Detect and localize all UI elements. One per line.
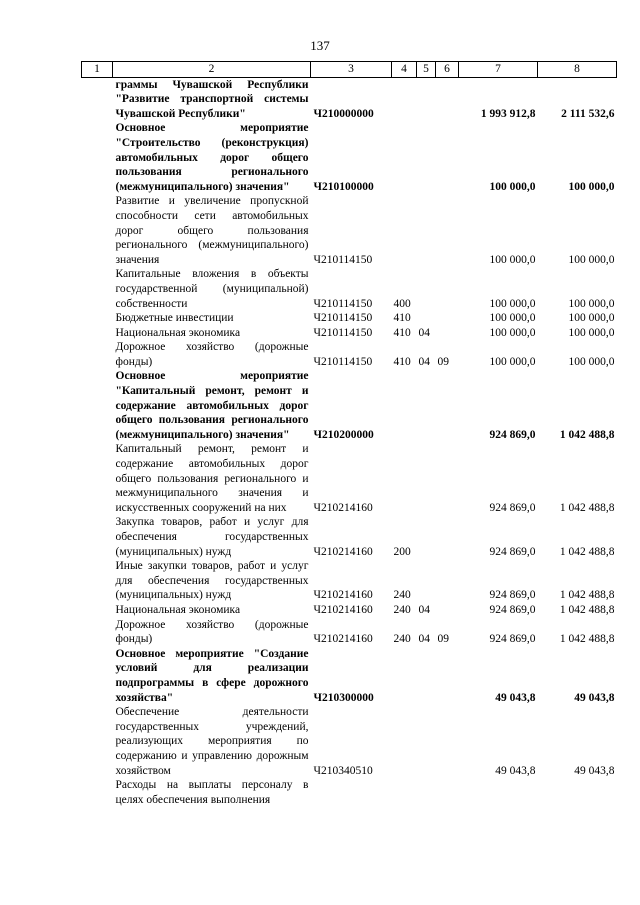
row-name: Основное мероприятие "Строительство (реконструкция) автомобильных дорог общего пользования регионального (межмуниципального) значения" xyxy=(115,122,309,193)
row-subsection xyxy=(436,778,459,807)
row-subsection xyxy=(436,77,459,121)
row-target-code: Ч210114150 xyxy=(313,297,373,310)
table-row xyxy=(82,77,617,121)
row-amount-col7: 100 000,0 xyxy=(489,180,536,193)
row-section xyxy=(417,515,436,559)
row-amount-col7: 924 869,0 xyxy=(489,633,536,646)
row-amount-col7: 49 043,8 xyxy=(495,691,536,704)
row-name: Национальная экономика xyxy=(115,326,241,339)
row-name: Закупка товаров, работ и услуг для обеспечения государственных (муниципальных) нужд xyxy=(115,516,309,558)
row-section xyxy=(417,77,436,121)
row-expense-type xyxy=(392,77,417,121)
row-name: Развитие и увеличение пропускной способности сети автомобильных дорог общего пользования регионального (межмуниципального) значения xyxy=(115,195,309,266)
row-name: граммы Чувашской Республики "Развитие транспортной системы Чувашской Республики" xyxy=(115,78,309,120)
table-row xyxy=(82,559,617,603)
row-target-code: Ч210300000 xyxy=(313,691,374,704)
row-amount-col8: 100 000,0 xyxy=(568,297,615,310)
row-expense-type: 240 xyxy=(393,589,411,602)
row-target-code: Ч210114150 xyxy=(313,326,373,339)
row-expense-type: 410 xyxy=(393,312,411,325)
row-expense-type xyxy=(392,778,417,807)
row-empty-cell xyxy=(82,559,113,603)
row-empty-cell xyxy=(82,267,113,311)
table-row xyxy=(82,618,617,647)
row-name: Капитальный ремонт, ремонт и содержание автомобильных дорог общего пользования регионального и межмуниципального значения и искусственных сооружений на них xyxy=(115,443,309,514)
table-row xyxy=(82,311,617,326)
header-col-6: 6 xyxy=(436,62,459,78)
row-name: Основное мероприятие "Создание условий для реализации подпрограммы в сфере дорожного хозяйства" xyxy=(115,647,309,704)
row-expense-type xyxy=(392,442,417,515)
header-col-8: 8 xyxy=(538,62,617,78)
row-subsection xyxy=(436,369,459,442)
row-expense-type: 240 xyxy=(393,603,411,616)
row-target-code: Ч210114150 xyxy=(313,253,373,266)
row-amount-col7: 1 993 912,8 xyxy=(480,107,536,120)
header-col-1: 1 xyxy=(82,62,113,78)
row-target-code: Ч210200000 xyxy=(313,428,374,441)
row-name: Расходы на выплаты персоналу в целях обеспечения выполнения xyxy=(115,779,309,806)
row-target-code: Ч210214160 xyxy=(313,501,373,514)
row-subsection: 09 xyxy=(437,633,449,646)
row-amount-col8 xyxy=(538,778,617,807)
table-row xyxy=(82,267,617,311)
row-empty-cell xyxy=(82,340,113,369)
row-subsection xyxy=(436,121,459,194)
header-col-4: 4 xyxy=(392,62,417,78)
table-row xyxy=(82,121,617,194)
row-subsection xyxy=(436,442,459,515)
row-amount-col8: 49 043,8 xyxy=(574,691,615,704)
row-amount-col7: 924 869,0 xyxy=(489,603,536,616)
row-section: 04 xyxy=(418,326,430,339)
row-amount-col8: 1 042 488,8 xyxy=(559,545,615,558)
row-section xyxy=(417,442,436,515)
row-expense-type xyxy=(392,647,417,705)
row-amount-col8: 1 042 488,8 xyxy=(559,589,615,602)
row-empty-cell xyxy=(82,705,113,778)
row-name: Капитальные вложения в объекты государственной (муниципальной) собственности xyxy=(115,268,309,310)
row-section xyxy=(417,311,436,326)
row-empty-cell xyxy=(82,603,113,618)
row-subsection xyxy=(436,705,459,778)
row-amount-col8: 2 111 532,6 xyxy=(561,107,615,120)
row-name: Национальная экономика xyxy=(115,603,241,616)
header-col-7: 7 xyxy=(459,62,538,78)
table-row xyxy=(82,778,617,807)
row-subsection xyxy=(436,647,459,705)
row-section xyxy=(417,121,436,194)
header-col-5: 5 xyxy=(417,62,436,78)
row-amount-col8: 100 000,0 xyxy=(568,355,615,368)
table-row xyxy=(82,340,617,369)
row-section xyxy=(417,369,436,442)
row-target-code: Ч210000000 xyxy=(313,107,374,120)
row-name: Основное мероприятие "Капитальный ремонт, ремонт и содержание автомобильных дорог общего пользования регионального (межмуниципального) значения" xyxy=(115,370,309,441)
row-empty-cell xyxy=(82,515,113,559)
row-amount-col7: 924 869,0 xyxy=(489,501,536,514)
row-section xyxy=(417,559,436,603)
row-empty-cell xyxy=(82,369,113,442)
page-number: 137 xyxy=(310,38,330,53)
header-col-3: 3 xyxy=(311,62,392,78)
row-target-code: Ч210114150 xyxy=(313,355,373,368)
row-subsection: 09 xyxy=(437,355,449,368)
header-col-2: 2 xyxy=(113,62,311,78)
table-row xyxy=(82,194,617,267)
row-subsection xyxy=(436,515,459,559)
row-amount-col8: 1 042 488,8 xyxy=(559,428,615,441)
row-name: Дорожное хозяйство (дорожные фонды) xyxy=(115,341,309,368)
row-empty-cell xyxy=(82,311,113,326)
table-row xyxy=(82,326,617,341)
row-section xyxy=(417,647,436,705)
row-expense-type: 410 xyxy=(393,326,411,339)
row-amount-col7: 924 869,0 xyxy=(489,428,536,441)
table-row xyxy=(82,442,617,515)
row-empty-cell xyxy=(82,778,113,807)
row-amount-col7: 100 000,0 xyxy=(489,312,536,325)
row-expense-type: 240 xyxy=(393,633,411,646)
row-amount-col8: 100 000,0 xyxy=(568,312,615,325)
row-subsection xyxy=(436,559,459,603)
row-section xyxy=(417,778,436,807)
row-name: Иные закупки товаров, работ и услуг для обеспечения государственных (муниципальных) нужд xyxy=(115,560,309,602)
row-target-code: Ч210114150 xyxy=(313,312,373,325)
row-amount-col8: 100 000,0 xyxy=(568,253,615,266)
row-empty-cell xyxy=(82,442,113,515)
row-expense-type xyxy=(392,705,417,778)
row-amount-col7: 49 043,8 xyxy=(495,764,536,777)
table-row xyxy=(82,603,617,618)
row-section xyxy=(417,705,436,778)
row-target-code: Ч210340510 xyxy=(313,764,373,777)
row-expense-type xyxy=(392,121,417,194)
row-amount-col7: 100 000,0 xyxy=(489,253,536,266)
row-name: Обеспечение деятельности государственных учреждений, реализующих мероприятия по содержанию и управлению дорожным хозяйством xyxy=(115,706,309,777)
row-expense-type: 410 xyxy=(393,355,411,368)
row-name: Дорожное хозяйство (дорожные фонды) xyxy=(115,618,309,646)
row-target-code: Ч210100000 xyxy=(313,180,374,193)
row-section: 04 xyxy=(418,603,430,616)
row-expense-type xyxy=(392,369,417,442)
table-row xyxy=(82,647,617,705)
row-amount-col8: 100 000,0 xyxy=(568,326,615,339)
row-target-code: Ч210214160 xyxy=(313,603,373,616)
row-target-code xyxy=(311,778,392,807)
table-row xyxy=(82,705,617,778)
row-amount-col8: 1 042 488,8 xyxy=(559,633,615,646)
row-name: Бюджетные инвестиции xyxy=(115,312,234,325)
row-section: 04 xyxy=(418,633,430,646)
row-empty-cell xyxy=(82,618,113,647)
row-target-code: Ч210214160 xyxy=(313,545,373,558)
row-subsection xyxy=(436,194,459,267)
budget-table xyxy=(81,61,617,807)
row-amount-col7: 100 000,0 xyxy=(489,326,536,339)
row-subsection xyxy=(436,267,459,311)
row-amount-col7: 924 869,0 xyxy=(489,545,536,558)
row-target-code: Ч210214160 xyxy=(313,589,373,602)
row-amount-col8: 100 000,0 xyxy=(568,180,615,193)
row-empty-cell xyxy=(82,121,113,194)
row-section xyxy=(417,194,436,267)
row-amount-col8: 1 042 488,8 xyxy=(559,501,615,514)
row-expense-type: 200 xyxy=(393,545,411,558)
table-row xyxy=(82,369,617,442)
row-subsection xyxy=(436,603,459,618)
row-amount-col8: 49 043,8 xyxy=(574,764,615,777)
row-amount-col8: 1 042 488,8 xyxy=(559,603,615,616)
row-amount-col7: 100 000,0 xyxy=(489,355,536,368)
row-section: 04 xyxy=(418,355,430,368)
row-empty-cell xyxy=(82,77,113,121)
row-amount-col7: 924 869,0 xyxy=(489,589,536,602)
row-target-code: Ч210214160 xyxy=(313,633,373,646)
row-expense-type: 400 xyxy=(393,297,411,310)
row-subsection xyxy=(436,326,459,341)
row-amount-col7: 100 000,0 xyxy=(489,297,536,310)
row-expense-type xyxy=(392,194,417,267)
row-section xyxy=(417,267,436,311)
row-empty-cell xyxy=(82,647,113,705)
column-number-header-row xyxy=(82,62,617,78)
row-empty-cell xyxy=(82,326,113,341)
table-row xyxy=(82,515,617,559)
row-amount-col7 xyxy=(459,778,538,807)
row-empty-cell xyxy=(82,194,113,267)
row-subsection xyxy=(436,311,459,326)
